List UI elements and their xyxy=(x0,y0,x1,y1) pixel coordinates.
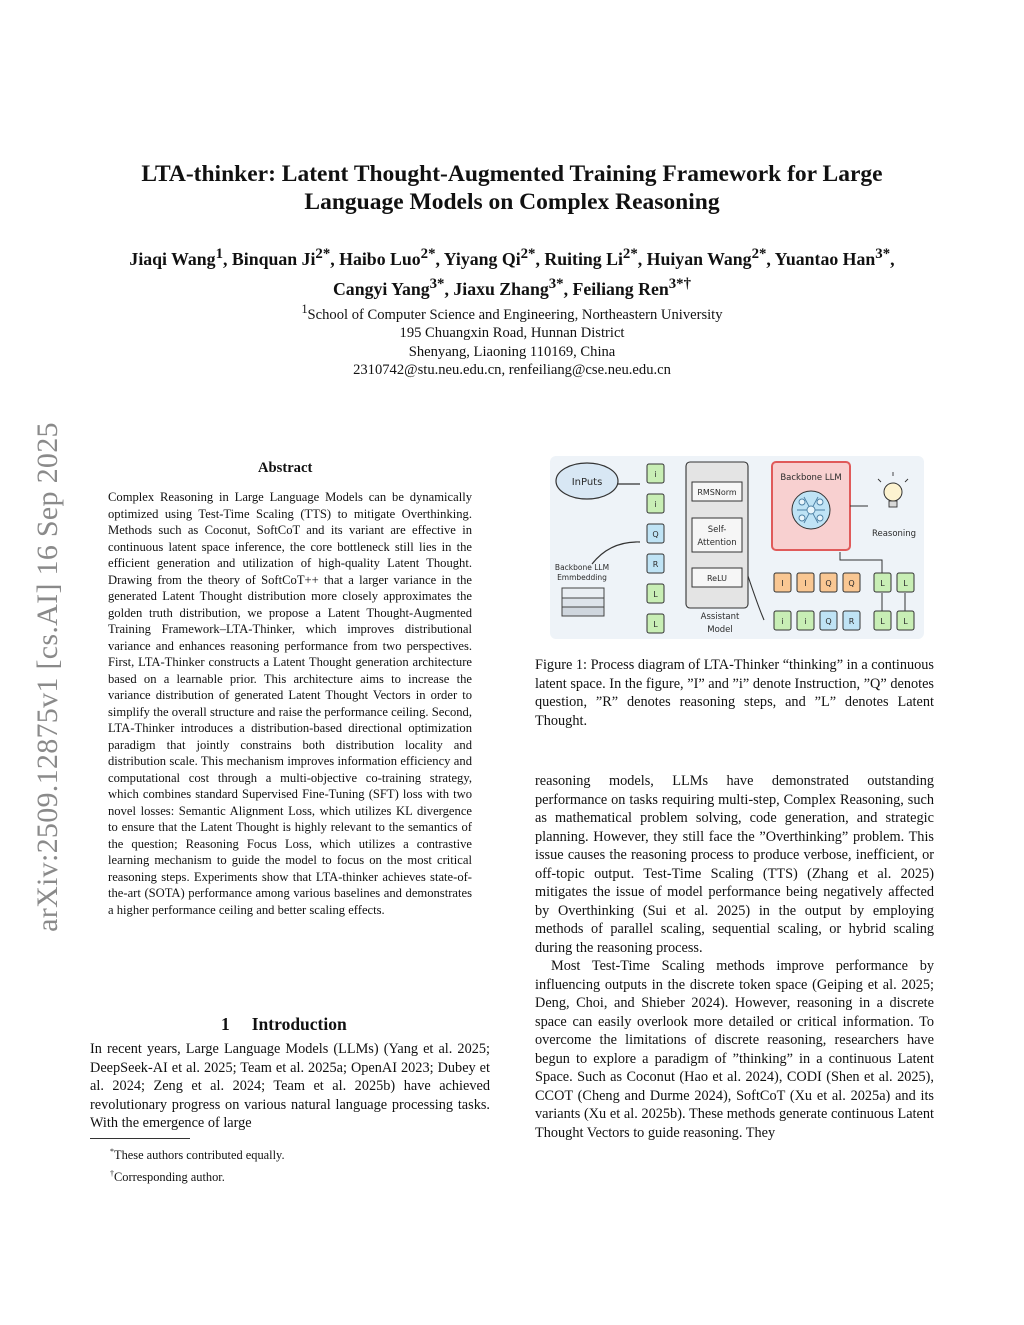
column-token-label: L xyxy=(653,590,658,599)
column-token-label: R xyxy=(652,560,659,569)
footnote-mark: * xyxy=(110,1147,114,1156)
author-mark: 3*† xyxy=(668,275,692,292)
embedding-stack-icon xyxy=(562,588,604,616)
assistant-model-label: Assistant xyxy=(700,612,740,622)
backbone-llm-label: Backbone LLM xyxy=(780,473,842,483)
author-mark: 3* xyxy=(429,275,445,292)
author-list: Jiaqi Wang$^1$, Binquan $Ji^{2*}$, Haibo Luo$^{2*}$, Yiyang $Qi^{2*}$, Ruiting $Li^{2*}$, Huiyan Wang$^{2*}$, Yuantao Han$^{3*}$, Cangyi Yang$^{3*}$, Jiaxu Zhang$^{3*}$, Feiliang Ren$^{3*\dagger}$ xyxy=(129,246,895,299)
author-mark: 2* xyxy=(315,246,331,262)
author-mark: 2* xyxy=(751,246,767,262)
section-heading xyxy=(221,1014,347,1035)
rmsnorm-label: RMSNorm xyxy=(697,488,737,497)
author: Yuantao Han xyxy=(774,248,876,269)
footnote-text: These authors contributed equally. xyxy=(114,1148,285,1163)
column-token-label: i xyxy=(654,470,657,479)
abstract-text: Complex Reasoning in Large Language Models can be dynamically optimized using Test-Time Scaling (TTS) to mitigate Overthinking. Methods such as Coconut, SoftCoT and its variant are effective in continuous latent space inference, the core bottleneck still lies in the efficient generation and utilization of high-quality Latent Thought. Drawing from the theory of SoftCoT++ that a larger variance in the generated Latent Thought distribution more closely approximates the golden truth distribution, we propose a Latent Thought-Augmented Training Framework–LTA-Thinker, which improves distributional variance and enhances reasoning performance from two perspectives. First, LTA-Thinker constructs a Latent Thought generation architecture based on a learnable prior. This architecture aims to increase the variance distribution of generated Latent Thought Vectors in order to simplify the overall structure and raise the performance ceiling. Second, LTA-Thinker introduces a distribution-based directional optimization paradigm that jointly constrains both distribution locality and distribution scale. This mechanism improves information efficiency and computational cost through a multi-objective co-training strategy, which combines standard Supervised Fine-Tuning (SFT) loss with two novel losses: Semantic Alignment Loss, which utilizes KL divergence to ensure that the Latent Thought is highly relevant to the semantics of the question; Reasoning Focus Loss, which utilizes a contrastive learning mechanism to guide the model to focus on the most critical reasoning steps. Experiments show that LTA-thinker achieves state-of-the-art (SOTA) performance among various baselines and demonstrates a higher performance ceiling and better scaling effects. xyxy=(108,490,472,917)
author-mark: 2* xyxy=(520,246,536,262)
arxiv-id: arXiv:2509.12875v1 [cs.AI] 16 Sep 2025 xyxy=(31,422,64,932)
assistant-model-label: Model xyxy=(707,625,733,635)
relu-label: ReLU xyxy=(706,574,728,583)
abstract-heading: Abstract xyxy=(258,460,313,476)
bottom-row-token-label: i xyxy=(781,617,784,626)
caption-text: Figure 1: Process diagram of LTA-Thinker “thinking” in a continuous latent space. In the figure, ”I” and ”i” denote Instruction, ”Q” denotes question, ”R” denotes reasoning steps, and ”L” denotes Latent Thought. xyxy=(535,657,934,729)
author-mark: 2* xyxy=(420,246,436,262)
abstract-body xyxy=(108,489,472,918)
figure-caption xyxy=(535,656,934,730)
affiliation xyxy=(200,300,824,380)
author: Huiyan Wang xyxy=(646,248,752,269)
affiliation-mark: 1 xyxy=(301,302,308,316)
top-row-token-label: L xyxy=(880,579,885,588)
author-mark: 3* xyxy=(875,246,891,262)
footnote-mark: † xyxy=(110,1168,114,1178)
column-token-label: L xyxy=(653,620,658,629)
author: Ruiting Li xyxy=(544,248,623,269)
affiliation-line: Shenyang, Liaoning 110169, China xyxy=(408,343,616,360)
column-token-label: Q xyxy=(652,530,659,539)
author: Feiliang Ren xyxy=(572,278,669,299)
author: Cangyi Yang xyxy=(332,278,430,299)
intro-paragraph: In recent years, Large Language Models (LLMs) (Yang et al. 2025; DeepSeek-AI et al. 2025; Team et al. 2025a; OpenAI 2023; Dubey et al. 2024; Zeng et al. 2024; Team et al. 2025b) have achieved revolutionary progress on various natural language processing tasks. With the emergence of large xyxy=(90,1041,490,1131)
body-paragraph: Most Test-Time Scaling methods improve performance by influencing outputs in the discrete token space (Geiping et al. 2025; Deng, Choi, and Shieber 2024). However, reasoning in a discrete space can easily overlook more detailed or critical information. To overcome the limitations of discrete reasoning, researchers have begun to explore a paradigm of ”thinking” in a continuous Latent Space. Such as Coconut (Hao et al. 2024), CODI (Shen et al. 2025), CCOT (Cheng and Durme 2024), SoftCoT (Xu et al. 2025a) and its variants (Xu et al. 2025b). These methods generate continuous Latent Thought Vectors to guide reasoning. They xyxy=(535,958,934,1141)
bottom-row-token-label: Q xyxy=(825,617,832,626)
inputs-label: InPuts xyxy=(571,477,603,488)
bottom-row-token-label: L xyxy=(880,617,885,626)
top-row-token-label: I xyxy=(781,579,784,588)
bottom-row-token-label: R xyxy=(848,617,855,626)
self-attention-label: Attention xyxy=(697,538,737,548)
arxiv-stamp xyxy=(18,375,78,980)
right-column-body xyxy=(535,772,934,1142)
bottom-row-token-label: L xyxy=(903,617,908,626)
figure-process-diagram xyxy=(550,456,924,639)
author: Binquan Ji xyxy=(231,248,316,269)
footnotes xyxy=(110,1143,285,1186)
author: Haibo Luo xyxy=(339,248,421,269)
paper-title: LTA-thinker: Latent Thought-Augmented Training Framework for Large Language Models on Complex Reasoning xyxy=(141,161,883,215)
author: Jiaxu Zhang xyxy=(453,278,549,299)
embedding-label: Emmbedding xyxy=(557,573,607,582)
top-row-token-label: Q xyxy=(848,579,855,588)
bottom-row-token-label: i xyxy=(804,617,807,626)
affiliation-line: 195 Chuangxin Road, Hunnan District xyxy=(399,325,625,342)
affiliation-emails: 2310742@stu.neu.edu.cn, renfeiliang@cse.neu.edu.cn xyxy=(353,362,671,379)
author-mark: 2* xyxy=(622,246,638,262)
footnote-text: Corresponding author. xyxy=(114,1169,225,1184)
top-row-token-label: Q xyxy=(825,579,832,588)
embedding-label: Backbone LLM xyxy=(554,563,610,572)
author: Jiaqi Wang xyxy=(129,248,216,269)
affiliation-line: School of Computer Science and Engineering, Northeastern University xyxy=(307,306,723,323)
column-token-label: i xyxy=(654,500,657,509)
author-mark: 3* xyxy=(548,275,564,292)
self-attention-label: Self- xyxy=(707,525,727,535)
author-mark: 1 xyxy=(215,246,223,262)
footnote-rule xyxy=(90,1138,190,1139)
reasoning-label: Reasoning xyxy=(871,529,917,539)
intro-body xyxy=(90,1040,490,1133)
body-paragraph: reasoning models, LLMs have demonstrated outstanding performance on tasks requiring multi-step, Complex Reasoning, such as mathematical problem solving, code generation, and strategic planning. However, they still face the ”Overthinking” problem. This issue causes the reasoning process to produce verbose, inefficient, or off-topic output. Test-Time Scaling (TTS) (Zhang et al. 2025) mitigates the issue of model performance being negatively affected by Overthinking (Sui et al. 2025) in the output by employing methods of parallel scaling, sequential scaling, or hybrid scaling during the reasoning process. xyxy=(535,773,934,956)
top-row-token-label: I xyxy=(804,579,807,588)
section-title: Introduction xyxy=(251,1014,347,1034)
author: Yiyang Qi xyxy=(443,248,521,269)
top-row-token-label: L xyxy=(903,579,908,588)
section-number: 1 xyxy=(221,1014,230,1034)
